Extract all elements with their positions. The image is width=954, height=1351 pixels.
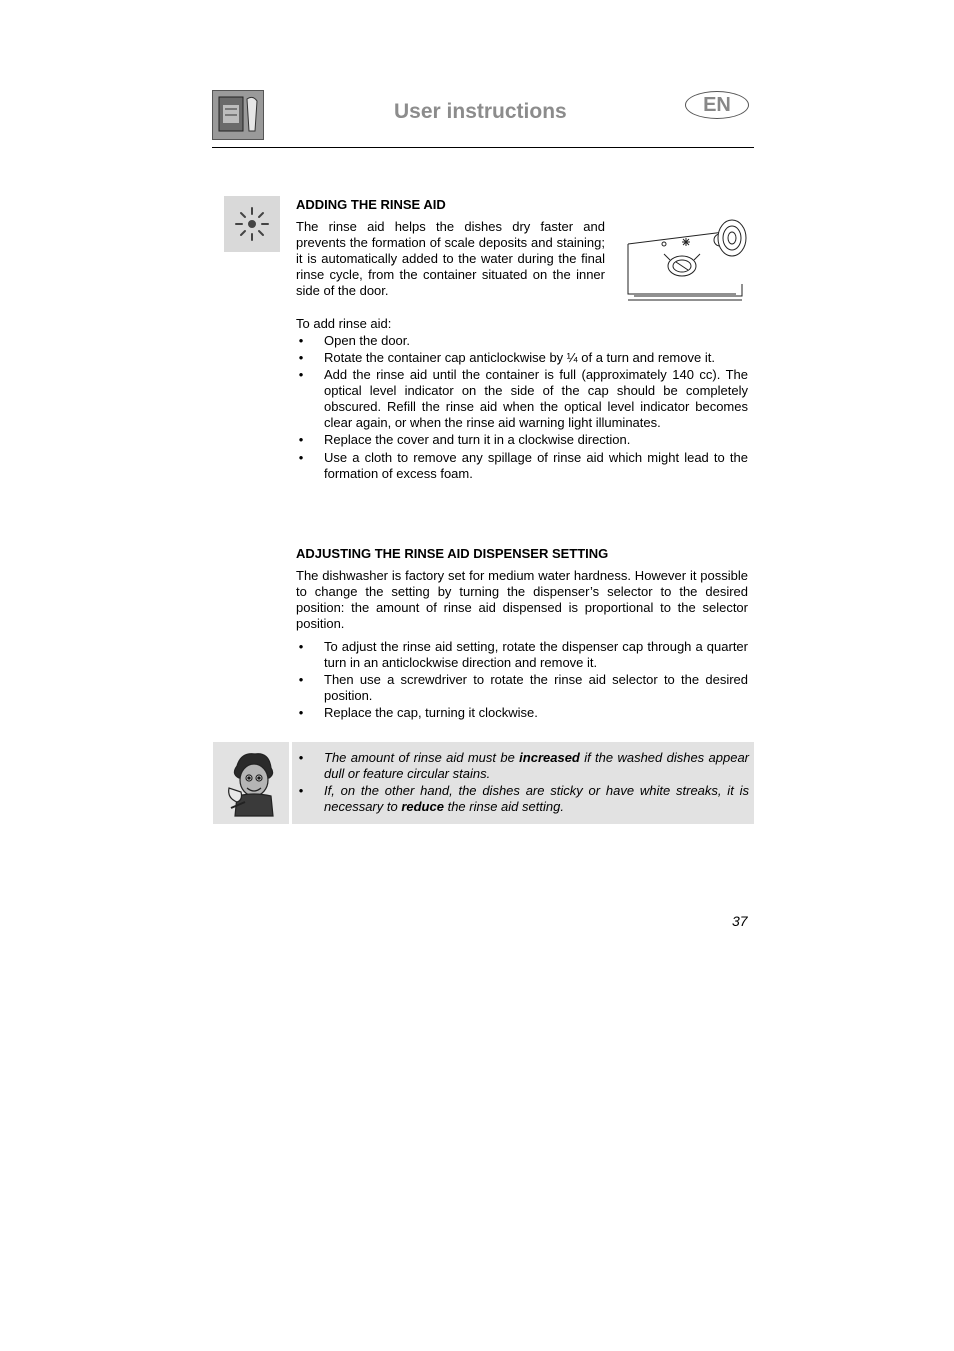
note-list [296, 750, 749, 815]
note-icon-panel [213, 742, 289, 824]
list-item: • Replace the cap, turning it clockwise. [298, 705, 538, 720]
section-intro-adjusting-dispenser: The dishwasher is factory set for medium water hardness. However it possible to change the setting by turning the dispenser’s selector to the desired position: the amount of rinse aid dispensed is proportional to the selector position. [296, 568, 748, 631]
emphasis-reduce: reduce [401, 799, 444, 814]
list-item: • To adjust the rinse aid setting, rotate the dispenser cap through a quarter turn in an anticlockwise direction and remove it. [298, 639, 748, 670]
language-badge: EN [685, 91, 749, 119]
section-intro-adding-rinse-aid: The rinse aid helps the dishes dry faster and prevents the formation of scale deposits and staining; it is automatically added to the water during the final rinse cycle, from the container situated on the inner side of the door. [296, 219, 605, 298]
add-rinse-aid-steps [296, 333, 748, 482]
note-item-reduce: • If, on the other hand, the dishes are sticky or have white streaks, it is necessary to reduce the rinse aid setting. [298, 783, 749, 814]
list-item: • Open the door. [298, 333, 411, 348]
list-item: • Add the rinse aid until the container is full (approximately 140 cc). The optical level indicator on the side of the cap should be completely obscured. Refill the rinse aid when the optical level indicator becomes clear again, or when the rinse aid warning light illuminates. [298, 367, 748, 430]
header-divider [212, 147, 754, 148]
section-heading-adding-rinse-aid: ADDING THE RINSE AID [296, 197, 446, 212]
list-item: • Rotate the container cap anticlockwise by ¼ of a turn and remove it. [298, 350, 715, 365]
add-rinse-aid-lead: To add rinse aid: [296, 316, 392, 331]
dishwasher-logo-icon [212, 90, 264, 140]
adjust-dispenser-steps [296, 639, 748, 721]
page-number: 37 [732, 913, 748, 929]
section-heading-adjusting-dispenser: ADJUSTING THE RINSE AID DISPENSER SETTING [296, 546, 609, 561]
rinse-aid-sparkle-icon [224, 196, 280, 252]
list-item: • Replace the cover and turn it in a clockwise direction. [298, 432, 631, 447]
mascot-hint-icon [223, 748, 283, 818]
rinse-aid-dispenser-diagram [624, 214, 754, 306]
list-item: • Use a cloth to remove any spillage of rinse aid which might lead to the formation of excess foam. [298, 450, 748, 481]
note-item-increase: • The amount of rinse aid must be increased if the washed dishes appear dull or feature circular stains. [298, 750, 750, 781]
page-title: User instructions [394, 100, 567, 123]
emphasis-increased: increased [519, 750, 580, 765]
list-item: • Then use a screwdriver to rotate the rinse aid selector to the desired position. [298, 672, 748, 703]
